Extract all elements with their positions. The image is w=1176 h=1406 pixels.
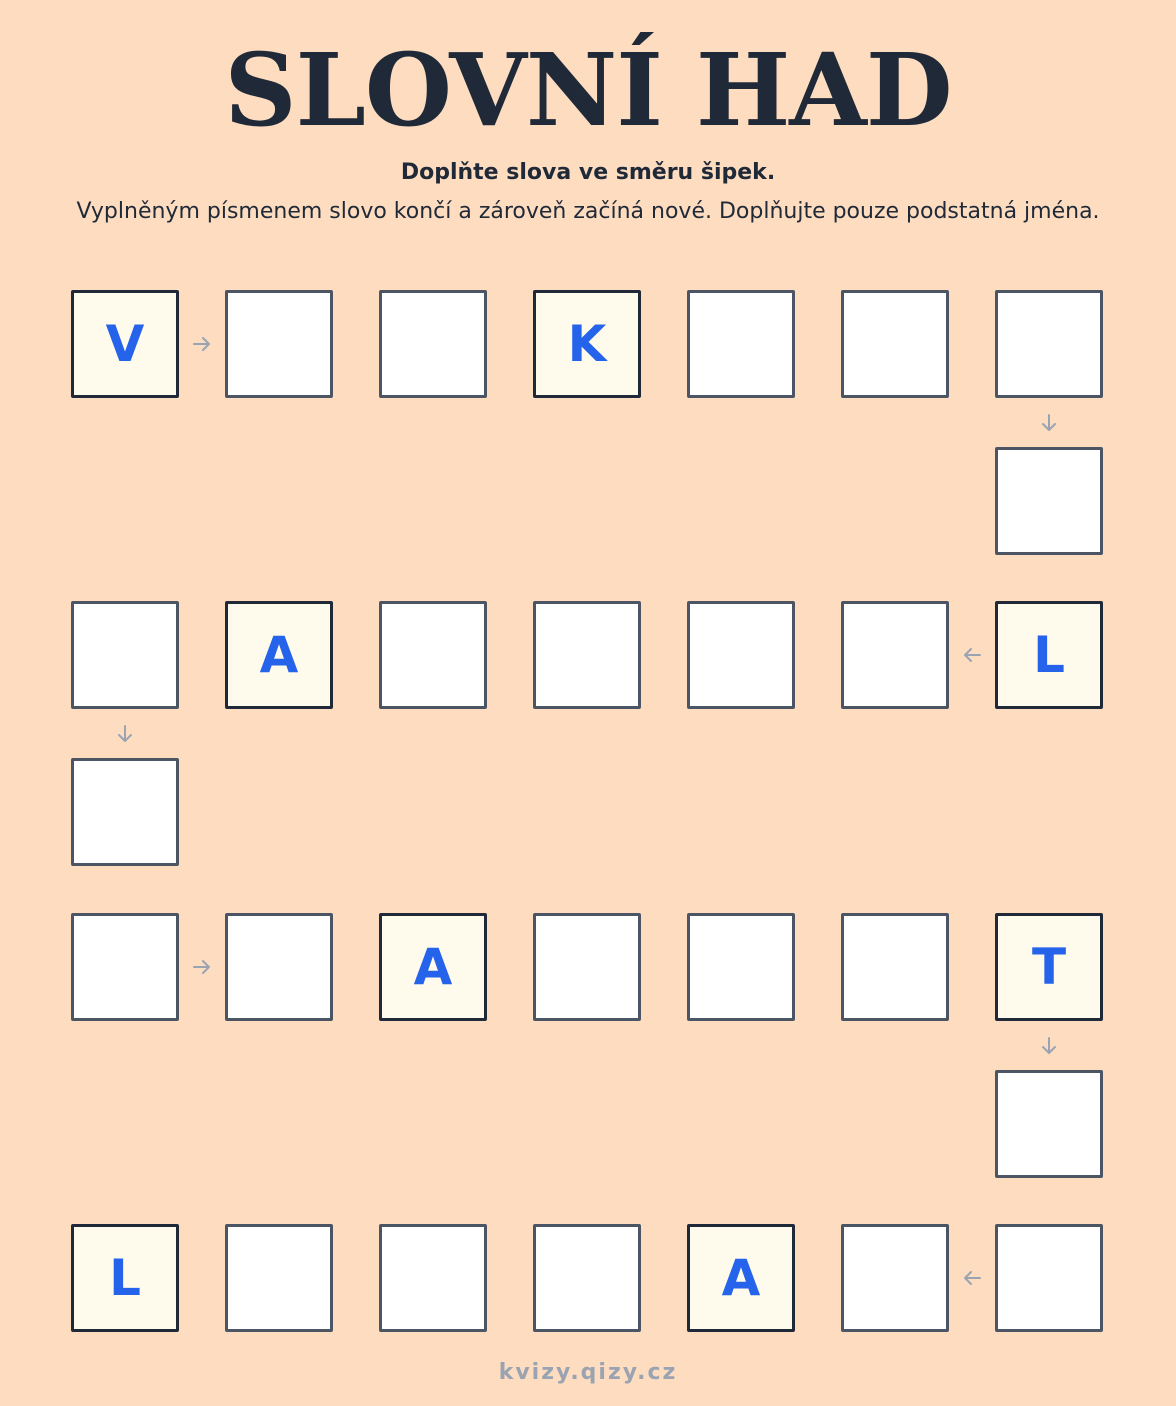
- letter-input-cell[interactable]: [225, 913, 333, 1021]
- letter-input-cell[interactable]: [379, 1224, 487, 1332]
- letter-input-cell[interactable]: [995, 447, 1103, 555]
- letter-input-cell[interactable]: [533, 1224, 641, 1332]
- arrow-left-icon: [960, 1266, 984, 1290]
- letter-input-cell[interactable]: [995, 1070, 1103, 1178]
- given-letter-cell: [995, 913, 1103, 1021]
- given-letter-cell: [687, 1224, 795, 1332]
- site-footer: kvizy.qizy.cz: [498, 1360, 678, 1385]
- given-letter-cell: [995, 601, 1103, 709]
- letter-input-cell[interactable]: [533, 601, 641, 709]
- letter-input-cell[interactable]: [71, 913, 179, 1021]
- given-letter-cell: [71, 290, 179, 398]
- letter-input-cell[interactable]: [995, 290, 1103, 398]
- letter-input-cell[interactable]: [225, 290, 333, 398]
- given-letter-cell: [225, 601, 333, 709]
- arrow-down-icon: [1037, 1034, 1061, 1058]
- given-letter: A: [259, 626, 299, 684]
- arrow-right-icon: [190, 955, 214, 979]
- letter-input-cell[interactable]: [379, 290, 487, 398]
- given-letter: L: [109, 1249, 141, 1307]
- given-letter-cell: [71, 1224, 179, 1332]
- letter-input-cell[interactable]: [687, 290, 795, 398]
- given-letter: A: [413, 938, 453, 996]
- letter-input-cell[interactable]: [841, 1224, 949, 1332]
- arrow-right-icon: [190, 332, 214, 356]
- given-letter: A: [721, 1249, 761, 1307]
- letter-input-cell[interactable]: [225, 1224, 333, 1332]
- instruction-main: Doplňte slova ve směru šipek.: [400, 160, 776, 185]
- given-letter-cell: [379, 913, 487, 1021]
- letter-input-cell[interactable]: [533, 913, 641, 1021]
- letter-input-cell[interactable]: [841, 290, 949, 398]
- letter-input-cell[interactable]: [995, 1224, 1103, 1332]
- letter-input-cell[interactable]: [71, 758, 179, 866]
- arrow-left-icon: [960, 643, 984, 667]
- page-title: SLOVNÍ HAD: [224, 31, 952, 149]
- letter-input-cell[interactable]: [841, 913, 949, 1021]
- letter-input-cell[interactable]: [379, 601, 487, 709]
- arrow-down-icon: [1037, 411, 1061, 435]
- letter-input-cell[interactable]: [841, 601, 949, 709]
- given-letter: L: [1033, 626, 1065, 684]
- given-letter-cell: [533, 290, 641, 398]
- instruction-detail: Vyplněným písmenem slovo končí a zároveň začíná nové. Doplňujte pouze podstatná jména.: [76, 199, 1100, 224]
- given-letter: K: [567, 315, 607, 373]
- given-letter: V: [105, 315, 145, 373]
- given-letter: T: [1031, 938, 1067, 996]
- letter-input-cell[interactable]: [71, 601, 179, 709]
- letter-input-cell[interactable]: [687, 601, 795, 709]
- letter-input-cell[interactable]: [687, 913, 795, 1021]
- arrow-down-icon: [113, 722, 137, 746]
